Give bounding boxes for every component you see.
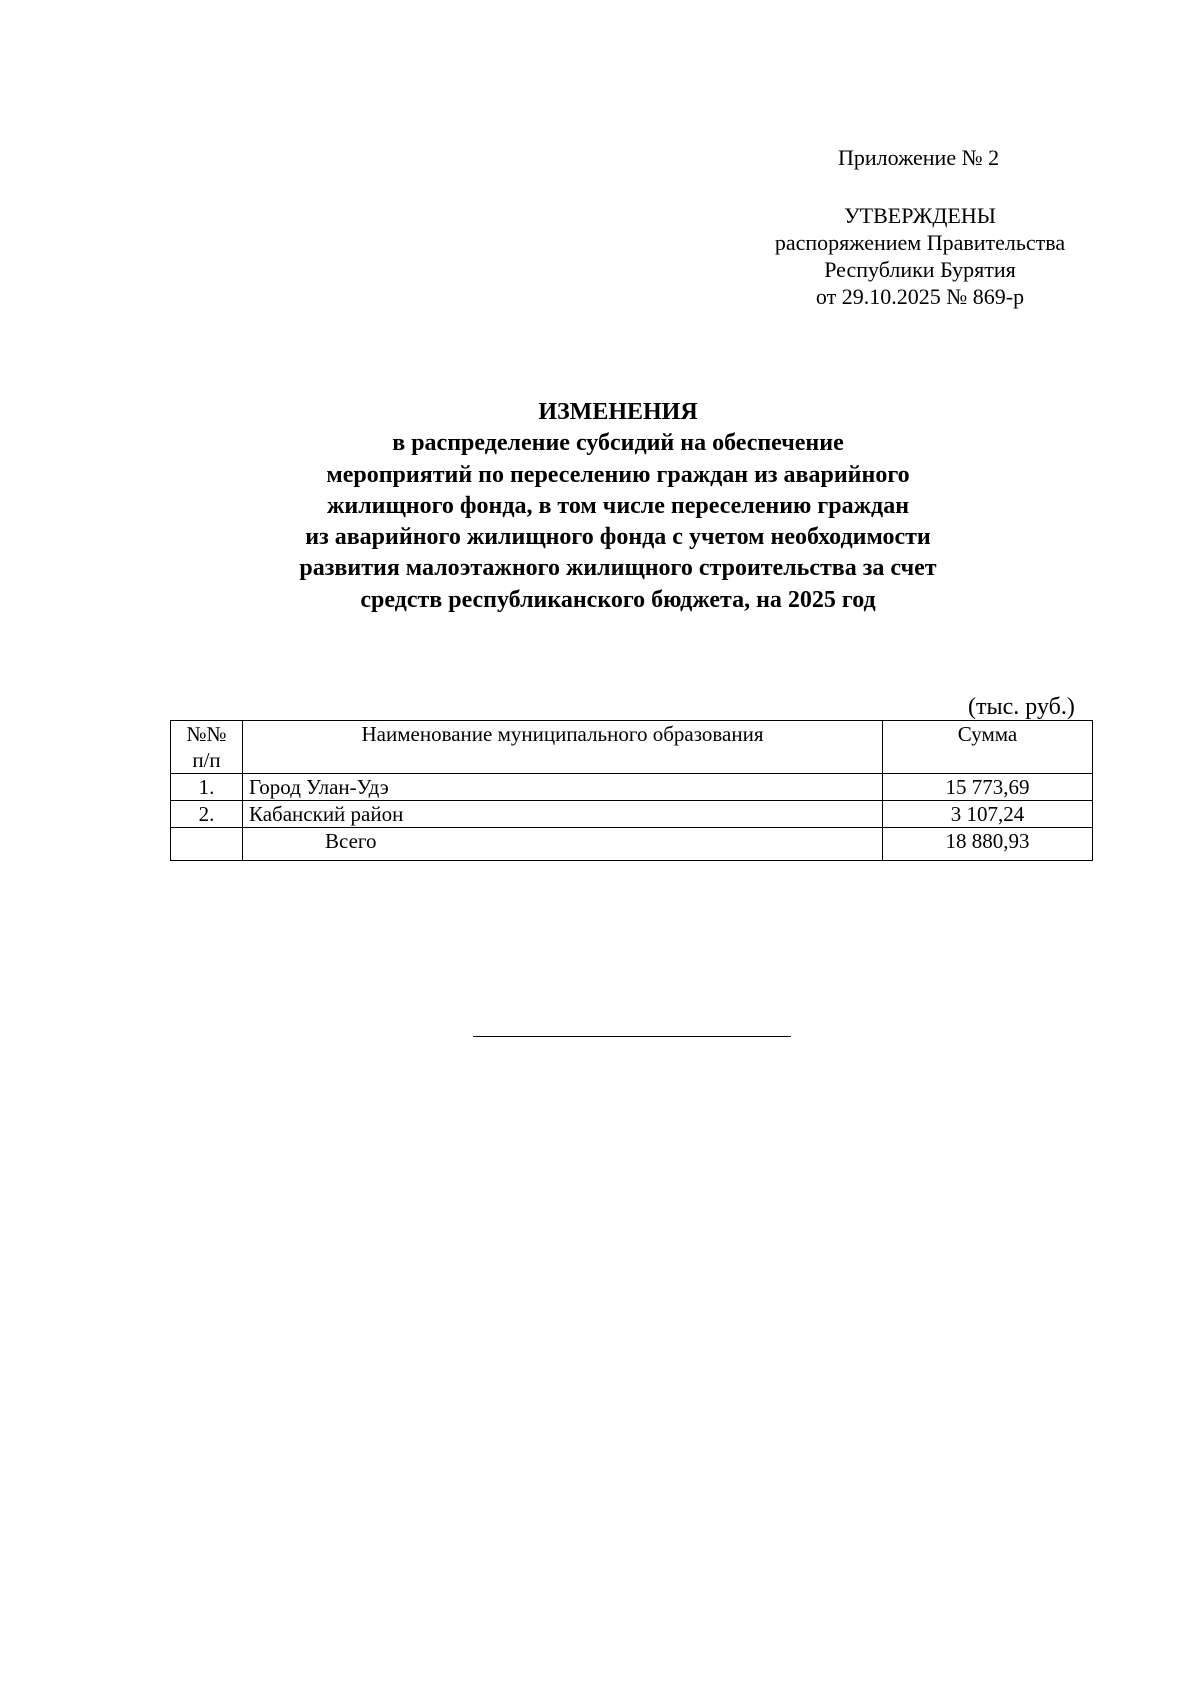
table-row <box>171 774 1093 801</box>
units-label: (тыс. руб.) <box>968 694 1075 720</box>
title-line: в распределение субсидий на обеспечение <box>392 430 844 457</box>
total-sum: 18 880,93 <box>883 828 1093 861</box>
total-label: Всего <box>243 828 883 861</box>
header-number-line2: п/п <box>192 748 221 772</box>
title-heading: ИЗМЕНЕНИЯ <box>538 399 698 425</box>
row-number: 2. <box>171 801 243 828</box>
row-municipality: Город Улан-Удэ <box>243 774 883 801</box>
header-number-line1: №№ <box>186 722 227 746</box>
approval-line: распоряжением Правительства <box>774 230 1066 255</box>
title-line: развития малоэтажного жилищного строительства за счет <box>299 555 937 582</box>
row-sum: 15 773,69 <box>883 774 1093 801</box>
approval-line: от 29.10.2025 № 869-р <box>815 284 1025 309</box>
title-line: из аварийного жилищного фонда с учетом необходимости <box>305 524 931 551</box>
table-row <box>171 801 1093 828</box>
closing-separator-line <box>473 1036 791 1037</box>
table-total-row <box>171 828 1093 861</box>
document-title <box>150 397 1086 616</box>
table-header-row <box>171 721 1093 774</box>
total-number <box>171 828 243 861</box>
title-line: жилищного фонда, в том числе переселению граждан <box>326 492 910 519</box>
header-number <box>171 721 243 774</box>
title-line: мероприятий по переселению граждан из аварийного <box>326 461 910 488</box>
row-municipality: Кабанский район <box>243 801 883 828</box>
row-sum: 3 107,24 <box>883 801 1093 828</box>
approval-line: УТВЕРЖДЕНЫ <box>844 203 996 228</box>
appendix-label: Приложение № 2 <box>838 145 1000 170</box>
header-municipality: Наименование муниципального образования <box>243 721 883 774</box>
title-line: средств республиканского бюджета, на 2025 год <box>360 586 876 613</box>
row-number: 1. <box>171 774 243 801</box>
header-sum: Сумма <box>883 721 1093 774</box>
approval-line: Республики Бурятия <box>824 257 1016 282</box>
distribution-table <box>170 720 1093 861</box>
approval-block <box>720 202 1120 310</box>
